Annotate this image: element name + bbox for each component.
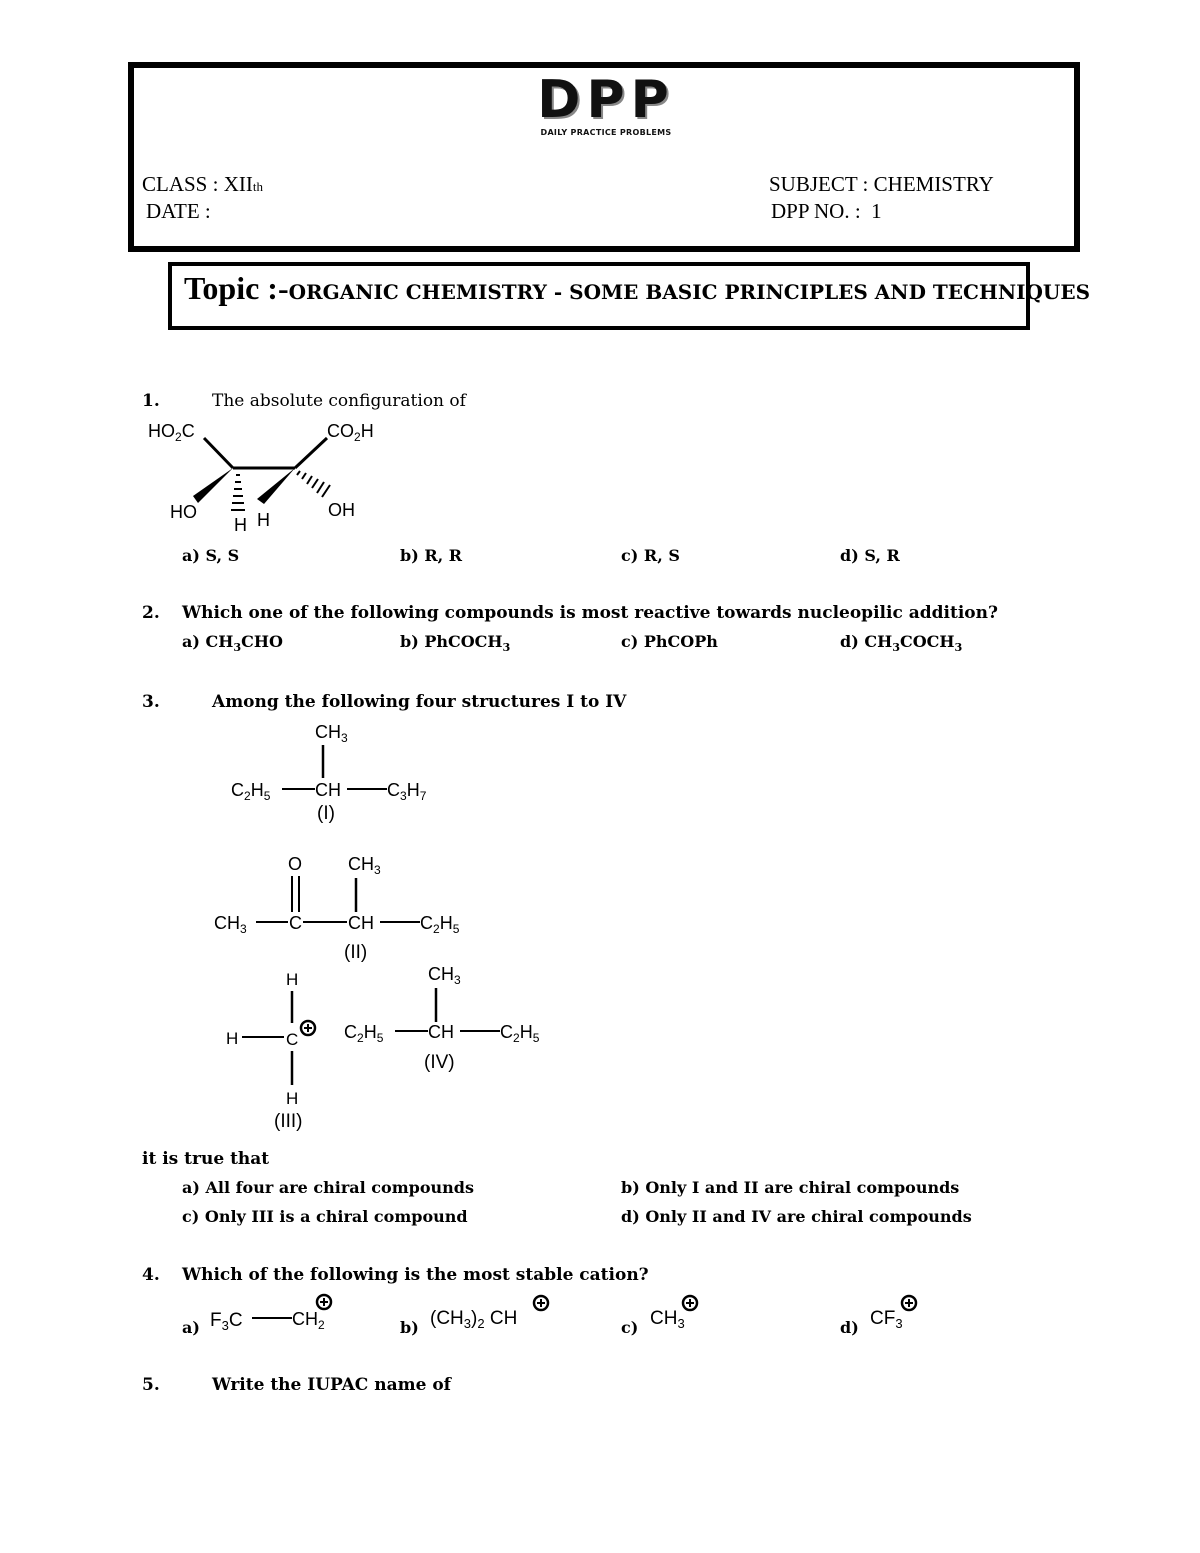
q2-option-a[interactable]: a) $CH_3CHO$ (182, 632, 283, 655)
topic-title: ORGANIC CHEMISTRY - SOME BASIC PRINCIPLES AND TECHNIQUES (288, 280, 1091, 304)
q1-h-label-right: H (257, 510, 270, 530)
q4-option-a-letter[interactable]: a) (182, 1318, 200, 1337)
dpp-logo (526, 70, 686, 137)
q4b-ch3-2-ch: $(CH_3)_2$ CH (430, 1308, 518, 1331)
s1-ch: CH (315, 780, 341, 800)
q2-option-c[interactable]: c) PhCOPh (621, 632, 718, 651)
q3-option-c[interactable]: c) Only III is a chiral compound (182, 1207, 468, 1226)
topic-heading (184, 270, 1090, 307)
q1-ho-label: HO (170, 502, 197, 522)
q1-bond-right-up (295, 438, 327, 468)
q4a-ch2: $CH_2$ (292, 1309, 325, 1332)
q1-hash-left (231, 475, 245, 510)
s1-ch3: $CH_3$ (315, 722, 348, 745)
q4c-ch3: $CH_3$ (650, 1308, 685, 1331)
q2-text: Which one of the following compounds is most reactive towards nucleopilic addition? (182, 603, 998, 623)
s3-c: C (286, 1030, 299, 1049)
class-label: CLASS : XII (142, 172, 253, 196)
q4-number: 4. (142, 1265, 160, 1285)
q4-text: Which of the following is the most stable cation? (182, 1265, 649, 1285)
q3-number: 3. (142, 692, 160, 712)
q1-co2h-label: $CO_2H$ (327, 421, 374, 444)
q4a-f3c: $F_3C$ (210, 1310, 243, 1333)
q1-hash-right (297, 471, 330, 497)
q3-structure-i (225, 718, 455, 828)
s4-c2h5-left: $C_2H_5$ (344, 1022, 384, 1045)
q4-option-c-letter[interactable]: c) (621, 1318, 639, 1337)
s2-ch: CH (348, 913, 374, 933)
s4-c2h5-right: $C_2H_5$ (500, 1022, 540, 1045)
s1-c2h5: $C_2H_5$ (231, 780, 271, 803)
s2-ch3-left: $CH_3$ (214, 913, 247, 936)
s4-label: (IV) (424, 1052, 455, 1073)
q3-option-a[interactable]: a) All four are chiral compounds (182, 1178, 474, 1197)
s1-label: (I) (317, 803, 335, 824)
s2-ch3-top: $CH_3$ (348, 854, 381, 877)
q3-tail: it is true that (142, 1149, 270, 1169)
class-sup: th (252, 179, 263, 194)
q4-option-b-structure (428, 1290, 558, 1335)
s3-h-top: H (286, 970, 299, 989)
q1-number: 1. (142, 391, 160, 411)
dpp-no-label: DPP NO. : 1 (771, 199, 882, 223)
q1-option-d[interactable]: d) S, R (840, 546, 900, 565)
s2-c: C (289, 913, 302, 933)
s2-o: O (288, 854, 303, 874)
q4-option-b-letter[interactable]: b) (400, 1318, 419, 1337)
q1-wedge-right (257, 468, 295, 504)
q1-oh-label: OH (328, 500, 355, 520)
q2-number: 2. (142, 603, 160, 623)
q1-h-label-left: H (234, 515, 247, 535)
q1-option-b[interactable]: b) R, R (400, 546, 463, 565)
q1-option-a[interactable]: a) S, S (182, 546, 240, 565)
q3-structure-iv (340, 960, 570, 1075)
s2-label: (II) (344, 942, 368, 963)
q1-wedge-left (193, 468, 233, 503)
s2-c2h5: $C_2H_5$ (420, 913, 460, 936)
q2-option-d[interactable]: d) $CH_3COCH_3$ (840, 632, 963, 655)
logo-main: DPP (537, 70, 675, 130)
s3-label: (III) (274, 1111, 303, 1132)
q4-option-d-letter[interactable]: d) (840, 1318, 859, 1337)
logo-sub: DAILY PRACTICE PROBLEMS (540, 128, 672, 137)
q1-bond-left-up (204, 438, 233, 468)
q3-structure-ii (210, 850, 480, 968)
q5-number: 5. (142, 1375, 160, 1395)
q1-option-c[interactable]: c) R, S (621, 546, 680, 565)
topic-lead: Topic :- (184, 270, 289, 306)
q3-option-d[interactable]: d) Only II and IV are chiral compounds (621, 1207, 972, 1226)
q4-option-d-structure (868, 1290, 938, 1335)
q1-text: The absolute configuration of (212, 391, 466, 411)
s3-h-left: H (226, 1029, 239, 1048)
class-field (142, 172, 263, 197)
date-label: DATE : (146, 199, 211, 223)
s4-ch3: $CH_3$ (428, 964, 461, 987)
q3-text: Among the following four structures I to IV (212, 692, 627, 712)
s3-h-bottom: H (286, 1089, 299, 1108)
s4-ch: CH (428, 1022, 454, 1042)
q4d-cf3: $CF_3$ (870, 1308, 903, 1331)
q3-option-b[interactable]: b) Only I and II are chiral compounds (621, 1178, 960, 1197)
q4-option-a-structure (208, 1290, 338, 1335)
subject-label: SUBJECT : CHEMISTRY (769, 172, 994, 196)
q5-text: Write the IUPAC name of (212, 1375, 451, 1395)
s1-c3h7: $C_3H_7$ (387, 780, 427, 803)
q1-structure (140, 415, 400, 540)
q2-option-b[interactable]: b) PhCOCH$_3$ (400, 632, 511, 655)
q1-ho2c-label: $HO_2C$ (148, 421, 195, 444)
q4-option-c-structure (648, 1290, 718, 1335)
q3-structure-iii (220, 965, 330, 1135)
